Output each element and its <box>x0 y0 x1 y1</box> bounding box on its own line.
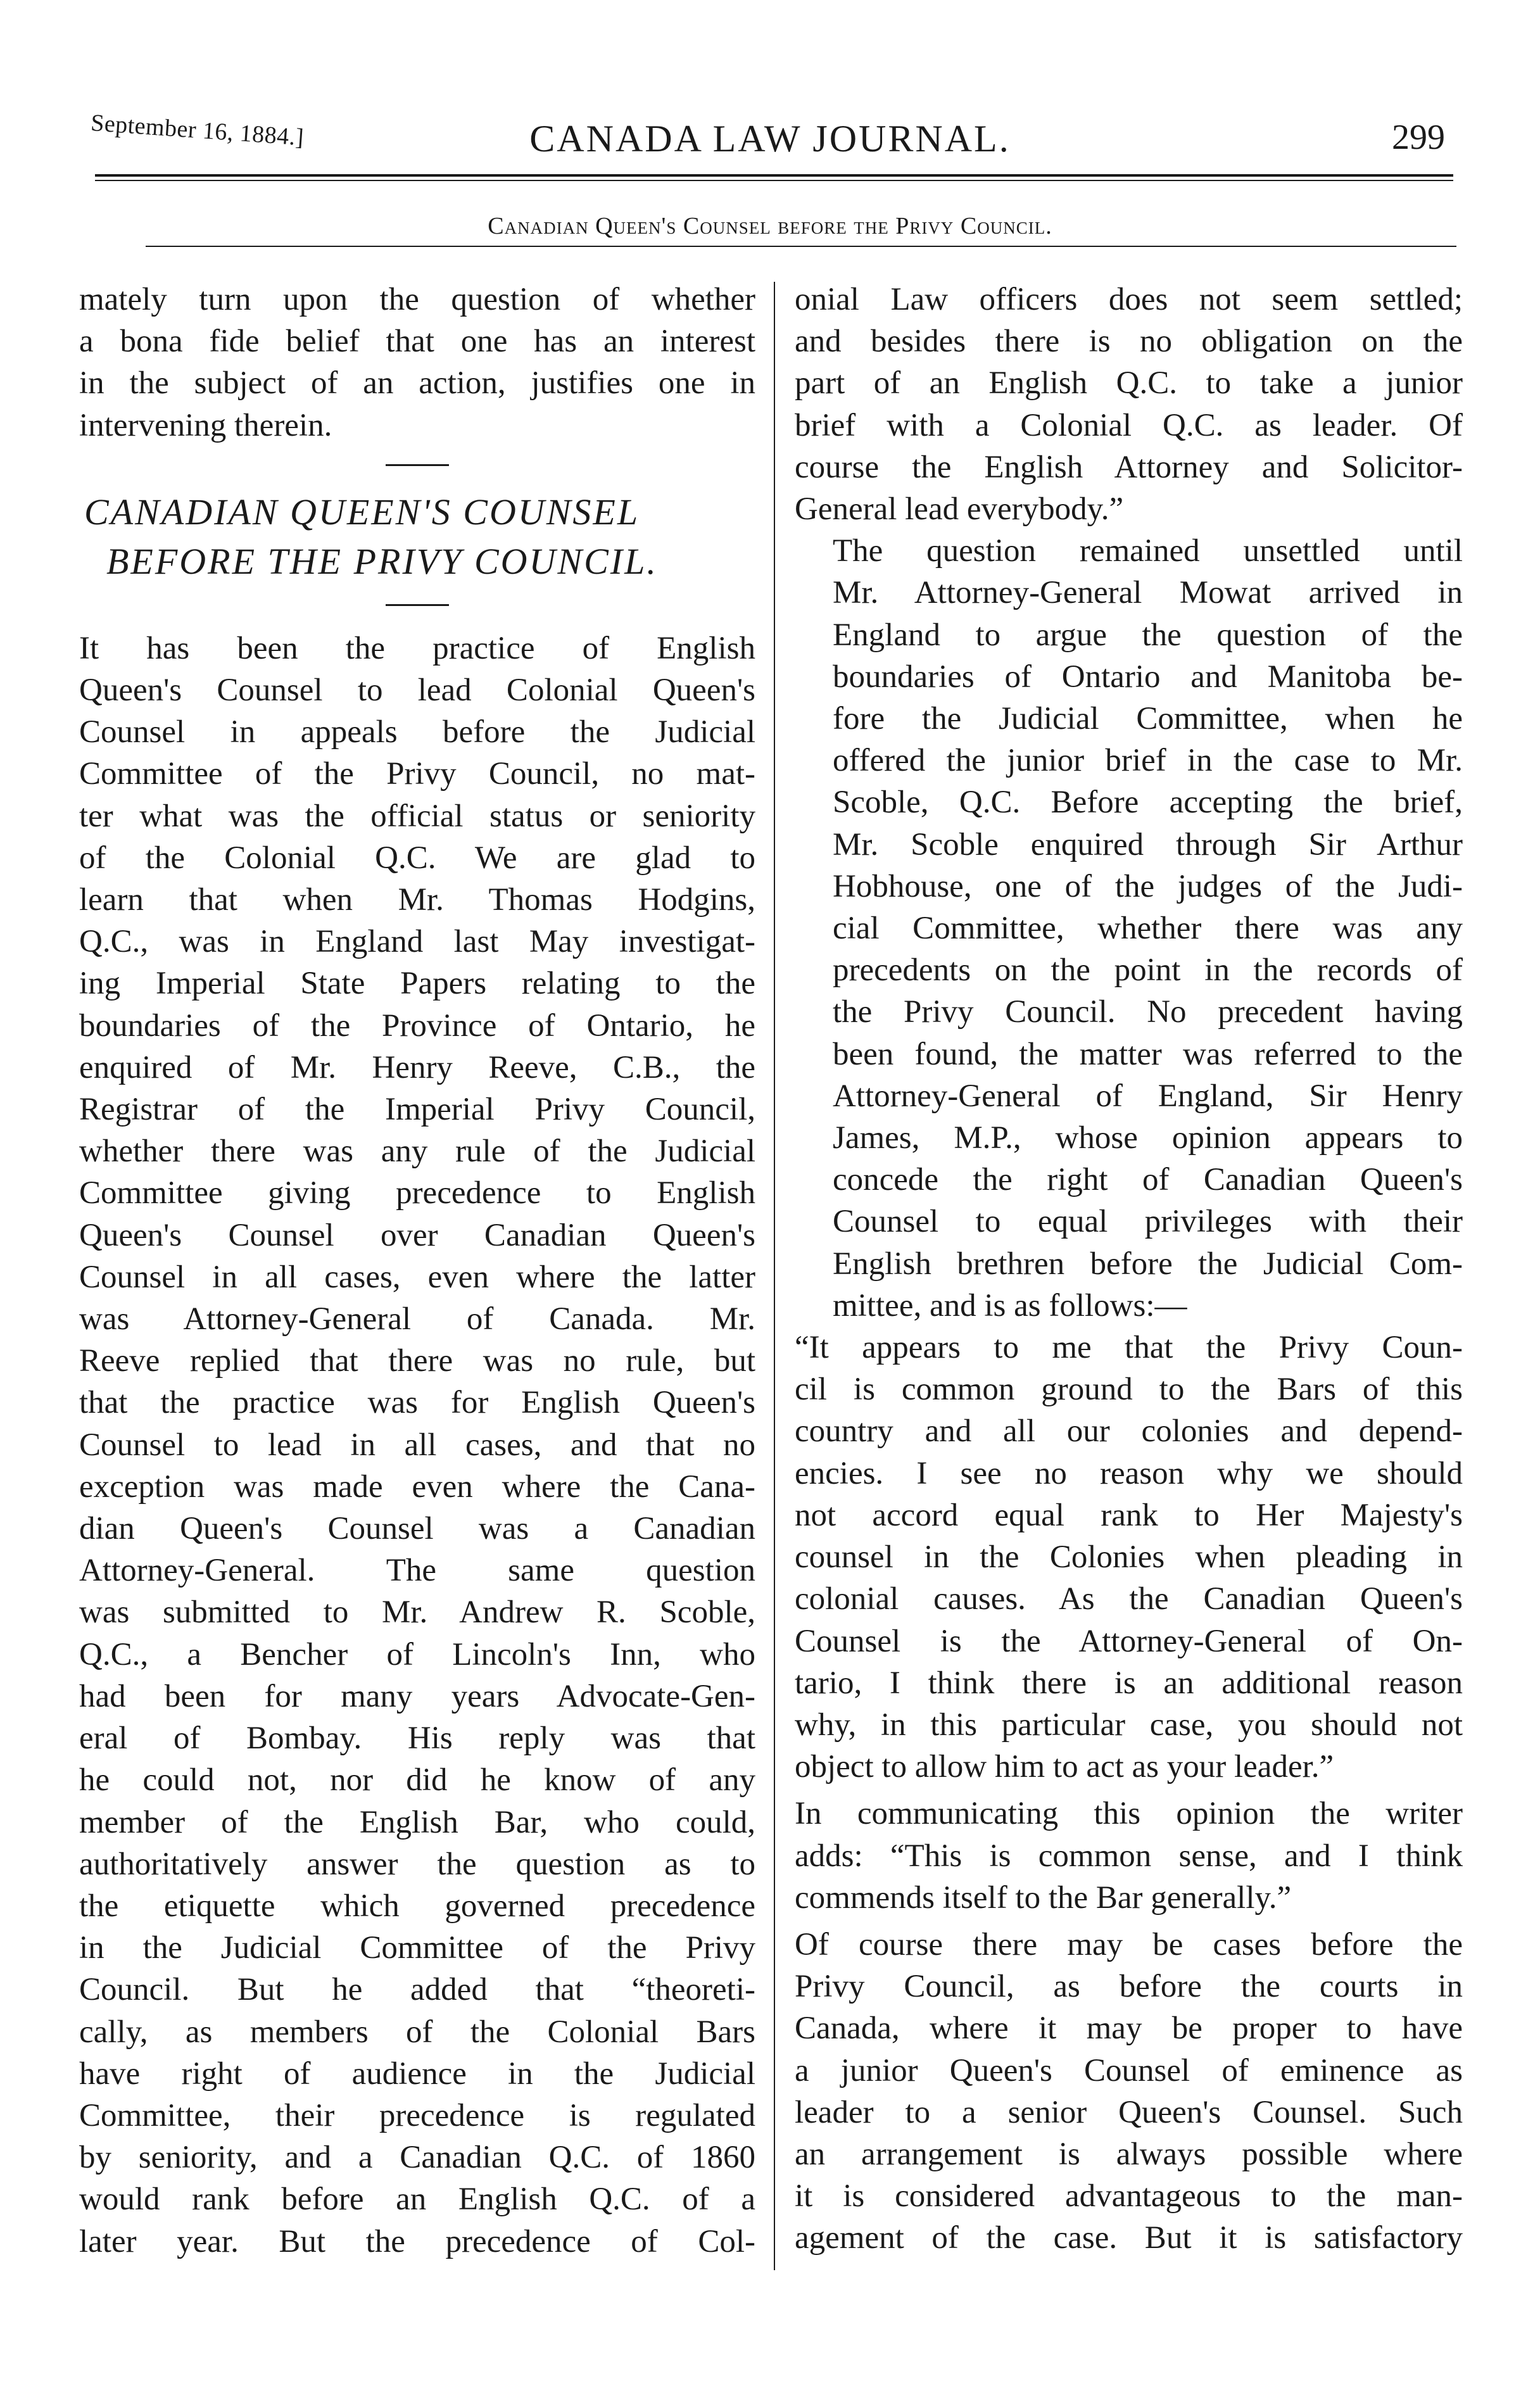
text-line: an arrangement is always possible where <box>795 2136 1463 2172</box>
article-body-paragraph <box>79 628 755 2263</box>
body-paragraph <box>795 530 1463 1327</box>
text-line: ing Imperial State Papers relating to the <box>79 966 755 1002</box>
text-line: course the English Attorney and Solicitor- <box>795 449 1463 485</box>
text-line: eral of Bombay. His reply was that <box>79 1721 755 1757</box>
text-line: member of the English Bar, who could, <box>79 1804 755 1840</box>
body-paragraph <box>795 1793 1463 1919</box>
text-line: been found, the matter was referred to the <box>833 1036 1463 1072</box>
text-line: exception was made even where the Cana- <box>79 1468 755 1505</box>
text-line: in the Judicial Committee of the Privy <box>79 1930 755 1966</box>
right-column <box>795 279 1463 2259</box>
text-line: have right of audience in the Judicial <box>79 2056 755 2092</box>
text-line: it is considered advantageous to the man- <box>795 2178 1463 2214</box>
text-line: counsel in the Colonies when pleading in <box>795 1539 1463 1576</box>
left-column <box>79 279 755 2263</box>
text-line: Attorney-General of England, Sir Henry <box>833 1078 1463 1114</box>
text-line: Q.C., a Bencher of Lincoln's Inn, who <box>79 1636 755 1672</box>
text-line: Committee, their precedence is regulated <box>79 2097 755 2133</box>
text-line: would rank before an English Q.C. of a <box>79 2182 755 2218</box>
text-line: Q.C., was in England last May investigat- <box>79 924 755 960</box>
text-line: learn that when Mr. Thomas Hodgins, <box>79 882 755 918</box>
text-line: brief with a Colonial Q.C. as leader. Of <box>795 407 1463 443</box>
text-line: cial Committee, whether there was any <box>833 911 1463 947</box>
text-line: a bona fide belief that one has an interest <box>79 324 755 360</box>
text-line: England to argue the question of the <box>833 617 1463 653</box>
section-heading: Canadian Queen's Counsel before the Privy Council. <box>488 213 1052 239</box>
text-line: ter what was the official status or seniority <box>79 798 755 834</box>
text-line: Counsel in appeals before the Judicial <box>79 714 755 750</box>
text-line: Privy Council, as before the courts in <box>795 1969 1463 2005</box>
text-line: Attorney-General. The same question <box>79 1553 755 1589</box>
text-line: In communicating this opinion the writer <box>795 1796 1463 1832</box>
text-line: Counsel to lead in all cases, and that no <box>79 1427 755 1463</box>
text-line: Counsel is the Attorney-General of On- <box>795 1623 1463 1659</box>
text-line: part of an English Q.C. to take a junior <box>795 365 1463 401</box>
text-line: Reeve replied that there was no rule, but <box>79 1343 755 1379</box>
header-rule-thin <box>95 180 1453 181</box>
text-line: “It appears to me that the Privy Coun- <box>795 1330 1463 1366</box>
text-line: offered the junior brief in the case to Mr. <box>833 743 1463 779</box>
text-line: Canada, where it may be proper to have <box>795 2011 1463 2047</box>
text-line: concede the right of Canadian Queen's <box>833 1162 1463 1198</box>
text-line: Committee giving precedence to English <box>79 1175 755 1211</box>
quotation-continuation-paragraph <box>795 279 1463 530</box>
text-line: Queen's Counsel over Canadian Queen's <box>79 1217 755 1253</box>
text-line: Scoble, Q.C. Before accepting the brief, <box>833 785 1463 821</box>
text-line: Committee of the Privy Council, no mat- <box>79 756 755 792</box>
text-line: cil is common ground to the Bars of this <box>795 1372 1463 1408</box>
text-line: mately turn upon the question of whether <box>79 282 755 317</box>
text-line: The question remained unsettled until <box>833 533 1463 569</box>
page-number: 299 <box>1392 118 1445 157</box>
text-line: Registrar of the Imperial Privy Council, <box>79 1092 755 1128</box>
body-paragraph <box>795 1924 1463 2259</box>
text-line: object to allow him to act as your leader.” <box>795 1749 1334 1785</box>
text-line: the etiquette which governed precedence <box>79 1888 755 1924</box>
text-line: adds: “This is common sense, and I think <box>795 1838 1463 1874</box>
text-line: of the Colonial Q.C. We are glad to <box>79 840 755 876</box>
column-divider <box>774 282 775 2270</box>
text-line: Counsel in all cases, even where the latter <box>79 1259 755 1295</box>
text-line: Counsel to equal privileges with their <box>833 1204 1463 1240</box>
separator-rule <box>386 464 449 466</box>
text-line: Mr. Scoble enquired through Sir Arthur <box>833 826 1463 862</box>
section-heading-rule <box>146 246 1456 247</box>
text-line: Mr. Attorney-General Mowat arrived in <box>833 575 1463 611</box>
text-line: why, in this particular case, you should not <box>795 1707 1463 1743</box>
text-line: whether there was any rule of the Judicial <box>79 1134 755 1170</box>
text-line: later year. But the precedence of Col- <box>79 2223 755 2259</box>
text-line: dian Queen's Counsel was a Canadian <box>79 1511 755 1547</box>
text-line: boundaries of the Province of Ontario, he <box>79 1007 755 1044</box>
text-line: a junior Queen's Counsel of eminence as <box>795 2052 1463 2088</box>
text-line: Council. But he added that “theoreti- <box>79 1972 755 2008</box>
text-line: by seniority, and a Canadian Q.C. of 1860 <box>79 2140 755 2176</box>
text-line: agement of the case. But it is satisfactory <box>795 2220 1463 2256</box>
text-line: English brethren before the Judicial Com- <box>833 1246 1463 1282</box>
text-line: General lead everybody.” <box>795 491 1124 527</box>
running-header-date: September 16, 1884.] <box>90 109 305 151</box>
text-line: tario, I think there is an additional reason <box>795 1665 1463 1701</box>
separator-rule <box>386 604 449 606</box>
article-title <box>79 488 755 586</box>
text-line: mittee, and is as follows:— <box>833 1287 1187 1323</box>
text-line: onial Law officers does not seem settled; <box>795 282 1463 317</box>
text-line: Of course there may be cases before the <box>795 1926 1463 1962</box>
article-title-line: CANADIAN QUEEN'S COUNSEL <box>84 491 640 533</box>
text-line: Queen's Counsel to lead Colonial Queen's <box>79 673 755 709</box>
text-line: leader to a senior Queen's Counsel. Such <box>795 2094 1463 2130</box>
text-line: had been for many years Advocate-Gen- <box>79 1678 755 1714</box>
text-line: encies. I see no reason why we should <box>795 1455 1463 1491</box>
text-line: colonial causes. As the Canadian Queen's <box>795 1581 1463 1617</box>
text-line: fore the Judicial Committee, when he <box>833 701 1463 737</box>
text-line: precedents on the point in the records of <box>833 952 1463 988</box>
text-line: that the practice was for English Queen's <box>79 1385 755 1421</box>
text-line: the Privy Council. No precedent having <box>833 994 1463 1030</box>
header-rule-thick <box>95 174 1453 177</box>
text-line: intervening therein. <box>79 407 332 443</box>
article-title-line: BEFORE THE PRIVY COUNCIL. <box>106 540 658 582</box>
text-line: not accord equal rank to Her Majesty's <box>795 1497 1463 1533</box>
text-line: It has been the practice of English <box>79 630 755 666</box>
text-line: authoritatively answer the question as to <box>79 1846 755 1882</box>
text-line: and besides there is no obligation on the <box>795 324 1463 360</box>
text-line: Hobhouse, one of the judges of the Judi- <box>833 868 1463 904</box>
text-line: boundaries of Ontario and Manitoba be- <box>833 659 1463 695</box>
text-line: cally, as members of the Colonial Bars <box>79 2014 755 2050</box>
text-line: commends itself to the Bar generally.” <box>795 1879 1292 1916</box>
text-line: country and all our colonies and depend- <box>795 1413 1463 1449</box>
text-line: he could not, nor did he know of any <box>79 1762 755 1798</box>
continuation-paragraph <box>79 279 755 446</box>
text-line: was submitted to Mr. Andrew R. Scoble, <box>79 1595 755 1631</box>
text-line: was Attorney-General of Canada. Mr. <box>79 1301 755 1337</box>
text-line: James, M.P., whose opinion appears to <box>833 1120 1463 1156</box>
text-line: in the subject of an action, justifies one in <box>79 365 755 401</box>
journal-title: CANADA LAW JOURNAL. <box>529 118 1011 160</box>
quotation-paragraph <box>795 1327 1463 1788</box>
text-line: enquired of Mr. Henry Reeve, C.B., the <box>79 1049 755 1085</box>
